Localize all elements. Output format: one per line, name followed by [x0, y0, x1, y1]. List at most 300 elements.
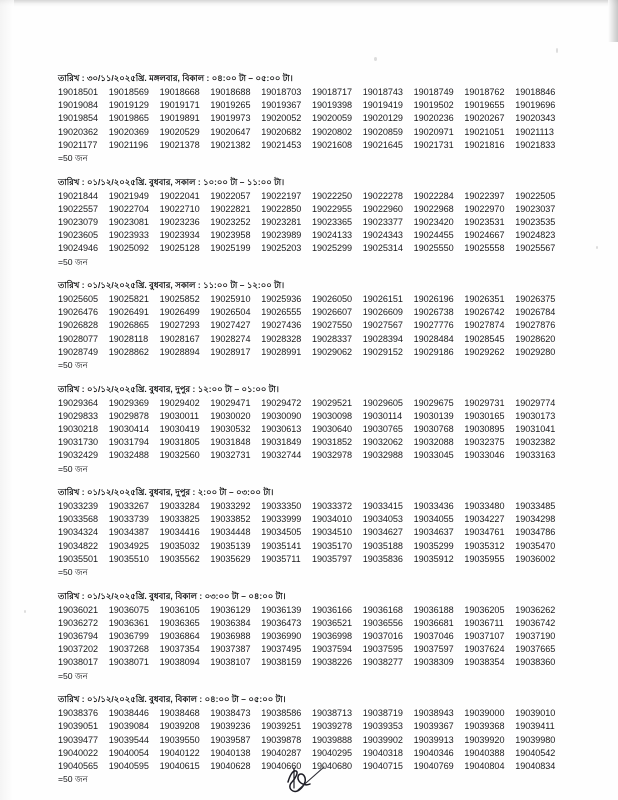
roll-number: 19020971: [413, 126, 454, 137]
roll-number: 19028917: [210, 346, 251, 357]
roll-number: 19036205: [464, 604, 505, 615]
roll-number: 19020682: [261, 126, 302, 137]
roll-number: 19030765: [362, 423, 403, 434]
roll-number: 19029280: [515, 346, 556, 357]
roll-number: 19036521: [311, 617, 353, 628]
schedule-block: [58, 693, 566, 786]
roll-number: 19021453: [261, 139, 302, 150]
roll-number: 19026196: [413, 294, 454, 305]
roll-number: 19019398: [311, 100, 353, 111]
roll-number: 19019502: [413, 100, 454, 111]
roll-number: 19031852: [311, 437, 353, 448]
roll-number: 19023081: [108, 216, 149, 227]
roll-number: 19039920: [464, 734, 505, 745]
roll-number: 19039902: [362, 734, 403, 745]
roll-number: 19033163: [515, 450, 556, 461]
roll-number: 19036262: [515, 604, 556, 615]
roll-number: 19022397: [464, 190, 505, 201]
roll-number: 19028274: [210, 333, 251, 344]
roll-number: 19037354: [159, 644, 200, 655]
roll-number: 19029833: [58, 410, 99, 421]
roll-number: 19037624: [464, 644, 505, 655]
roll-number: 19033739: [108, 514, 149, 525]
scan-edge-shadow-top: [0, 0, 618, 7]
roll-number: 19030011: [159, 410, 199, 421]
roll-number: 19033568: [58, 514, 99, 525]
roll-number: 19036681: [413, 617, 454, 628]
roll-number: 19026784: [515, 307, 556, 318]
roll-number: 19038309: [413, 657, 454, 668]
roll-number: 19030114: [362, 410, 403, 421]
roll-number: 19032062: [362, 437, 403, 448]
roll-number: 19033415: [362, 501, 403, 512]
roll-number: 19040615: [159, 760, 200, 771]
roll-number: 19028077: [58, 333, 99, 344]
roll-number-grid: [58, 397, 566, 463]
roll-number: 19022710: [159, 203, 200, 214]
roll-number: 19038376: [58, 708, 99, 719]
roll-number: 19023934: [159, 230, 200, 241]
roll-number: 19039888: [311, 734, 353, 745]
roll-number: 19036711: [464, 617, 504, 628]
roll-number: 19036105: [159, 604, 200, 615]
roll-number: 19038473: [210, 708, 251, 719]
roll-number: 19036021: [58, 604, 99, 615]
roll-number: 19035299: [413, 540, 454, 551]
roll-number: 19039477: [58, 734, 99, 745]
roll-number: 19029364: [58, 397, 99, 408]
roll-number: 19022850: [261, 203, 302, 214]
roll-number: 19038586: [261, 708, 302, 719]
roll-number: 19018501: [58, 87, 99, 97]
roll-number: 19021051: [464, 126, 505, 137]
roll-number: 19035562: [159, 553, 200, 564]
roll-number: 19026375: [515, 294, 556, 305]
schedule-block: [58, 486, 566, 579]
roll-number: 19038159: [261, 657, 302, 668]
roll-number: 19021645: [362, 139, 403, 150]
schedule-block: [58, 590, 566, 683]
roll-number: 19021382: [210, 139, 251, 150]
roll-number: 19038226: [311, 657, 353, 668]
roll-number: 19023958: [210, 230, 251, 241]
roll-number: 19021113: [515, 126, 554, 137]
roll-number: 19023605: [58, 230, 99, 241]
roll-number: 19037202: [58, 644, 99, 655]
roll-number: 19037107: [464, 630, 505, 641]
roll-number: 19024946: [58, 243, 99, 254]
roll-number-blocks: [58, 72, 566, 797]
roll-number: 19032744: [261, 450, 302, 461]
roll-number: 19038468: [159, 708, 200, 719]
roll-number: 19027567: [362, 320, 403, 331]
roll-number: 19029521: [311, 397, 353, 408]
roll-number: 19038071: [108, 657, 149, 668]
roll-number: 19036794: [58, 630, 99, 641]
roll-number: 19034324: [58, 527, 99, 538]
block-total-count: =50 জন: [58, 360, 88, 371]
roll-number: 19025314: [362, 243, 403, 254]
roll-number: 19020362: [58, 126, 99, 137]
roll-number: 19040295: [311, 747, 353, 758]
roll-number: 19036864: [159, 630, 200, 641]
roll-number: 19032088: [413, 437, 454, 448]
roll-number: 19040287: [261, 747, 302, 758]
roll-number: 19026607: [311, 307, 353, 318]
roll-number: 19018668: [159, 87, 200, 97]
roll-number: 19038719: [362, 708, 403, 719]
block-total-count: =50 জন: [58, 567, 88, 578]
scan-speck: [596, 246, 598, 249]
roll-number: 19040715: [362, 760, 403, 771]
roll-number: 19022821: [210, 203, 251, 214]
roll-number: 19024667: [464, 230, 505, 241]
roll-number: 19022960: [362, 203, 403, 214]
roll-number: 19019419: [362, 100, 403, 111]
roll-number: 19037046: [413, 630, 454, 641]
roll-number: 19038277: [362, 657, 403, 668]
roll-number: 19036002: [515, 553, 556, 564]
scan-speck: [556, 48, 558, 53]
roll-number-grid: [58, 86, 566, 152]
roll-number: 19026738: [413, 307, 454, 318]
roll-number: 19033825: [159, 514, 200, 525]
roll-number: 19033046: [464, 450, 505, 461]
roll-number: 19026151: [362, 294, 403, 305]
roll-number: 19026828: [58, 320, 99, 331]
roll-number: 19023252: [210, 216, 251, 227]
roll-number: 19027876: [515, 320, 556, 331]
roll-number: 19028337: [311, 333, 353, 344]
roll-number-grid: [58, 707, 566, 773]
roll-number: 19031794: [108, 437, 149, 448]
roll-number-grid: [58, 293, 566, 359]
roll-number: 19039587: [210, 734, 251, 745]
roll-number: 19023377: [362, 216, 403, 227]
roll-number: 19020859: [362, 126, 403, 137]
roll-number: 19019265: [210, 100, 251, 111]
roll-number: 19019865: [108, 113, 149, 124]
roll-number: 19032429: [58, 450, 99, 461]
roll-number: 19027550: [311, 320, 353, 331]
roll-number: 19020802: [311, 126, 353, 137]
roll-number: 19032382: [515, 437, 556, 448]
roll-number: 19018717: [311, 87, 353, 97]
roll-number: 19024343: [362, 230, 403, 241]
roll-number: 19029774: [515, 397, 556, 408]
roll-number: 19030414: [108, 423, 149, 434]
roll-number: 19033350: [261, 501, 302, 512]
roll-number-grid: [58, 500, 566, 566]
roll-number: 19026351: [464, 294, 505, 305]
roll-number: 19036075: [108, 604, 149, 615]
roll-number: 19033045: [413, 450, 454, 461]
roll-number: 19022505: [515, 190, 556, 201]
roll-number: 19036361: [108, 617, 149, 628]
roll-number: 19022250: [311, 190, 353, 201]
roll-number: 19036129: [210, 604, 251, 615]
roll-number: 19038107: [210, 657, 251, 668]
roll-number: 19022278: [362, 190, 403, 201]
roll-number: 19030532: [210, 423, 251, 434]
roll-number: 19024823: [515, 230, 556, 241]
roll-number: 19039010: [515, 708, 556, 719]
roll-number: 19039208: [159, 721, 200, 732]
roll-number: 19030768: [413, 423, 454, 434]
roll-number: 19032988: [362, 450, 403, 461]
schedule-block-header: তারিখ : ০১/১২/২০২৫খ্রি. বুধবার, বিকাল : ০৪:০০ টা – ০৫:০০ টা।: [58, 694, 286, 705]
roll-number: 19023989: [261, 230, 302, 241]
roll-number: 19039544: [108, 734, 149, 745]
roll-number: 19028545: [464, 333, 505, 344]
roll-number: 19036799: [108, 630, 149, 641]
roll-number: 19035501: [58, 553, 99, 564]
roll-number: 19040022: [58, 747, 99, 758]
roll-number: 19019084: [58, 100, 99, 111]
roll-number: 19022970: [464, 203, 505, 214]
roll-number: 19021608: [311, 139, 353, 150]
roll-number: 19022955: [311, 203, 353, 214]
roll-number: 19040595: [108, 760, 149, 771]
roll-number: 19028328: [261, 333, 302, 344]
roll-number: 19025558: [464, 243, 505, 254]
roll-number: 19029731: [464, 397, 505, 408]
roll-number: 19029472: [261, 397, 302, 408]
roll-number: 19019655: [464, 100, 505, 111]
roll-number: 19021378: [159, 139, 200, 150]
roll-number: 19040346: [413, 747, 454, 758]
roll-number: 19027776: [413, 320, 454, 331]
block-total-count: =50 জন: [58, 256, 88, 267]
roll-number: 19040122: [159, 747, 200, 758]
roll-number: 19020129: [362, 113, 403, 124]
roll-number: 19023079: [58, 216, 99, 227]
roll-number: 19036742: [515, 617, 556, 628]
roll-number: 19040054: [108, 747, 149, 758]
roll-number: 19028894: [159, 346, 200, 357]
roll-number: 19039084: [108, 721, 149, 732]
roll-number: 19026504: [210, 307, 251, 318]
roll-number: 19037597: [413, 644, 454, 655]
roll-number: 19031848: [210, 437, 251, 448]
roll-number: 19038446: [108, 708, 149, 719]
roll-number: 19025203: [261, 243, 302, 254]
roll-number: 19026476: [58, 307, 99, 318]
roll-number: 19027427: [210, 320, 251, 331]
roll-number: 19032731: [210, 450, 251, 461]
roll-number: 19020529: [159, 126, 200, 137]
roll-number: 19028991: [261, 346, 302, 357]
roll-number: 19034761: [464, 527, 505, 538]
roll-number: 19037190: [515, 630, 556, 641]
roll-number: 19021731: [413, 139, 454, 150]
roll-number: 19033267: [108, 501, 149, 512]
roll-number: 19029402: [159, 397, 200, 408]
roll-number: 19037495: [261, 644, 302, 655]
roll-number: 19025852: [159, 294, 200, 305]
roll-number: 19036998: [311, 630, 353, 641]
roll-number: 19023420: [413, 216, 454, 227]
roll-number: 19035470: [515, 540, 556, 551]
roll-number: 19038094: [159, 657, 200, 668]
roll-number: 19036188: [413, 604, 454, 615]
roll-number: 19036168: [362, 604, 403, 615]
roll-number: 19035170: [311, 540, 353, 551]
roll-number: 19035188: [362, 540, 403, 551]
roll-number: 19036473: [261, 617, 302, 628]
roll-number: 19030419: [159, 423, 200, 434]
roll-number: 19025550: [413, 243, 454, 254]
roll-number: 19028862: [108, 346, 149, 357]
roll-number: 19019854: [58, 113, 99, 124]
block-total-count: =50 জন: [58, 670, 88, 681]
roll-number: 19026609: [362, 307, 403, 318]
roll-number: 19029152: [362, 346, 403, 357]
block-total-count: =50 জন: [58, 463, 88, 474]
roll-number: 19034627: [362, 527, 403, 538]
roll-number: 19026742: [464, 307, 505, 318]
schedule-block-header: তারিখ : ০১/১২/২০২৫খ্রি. বুধবার, সকাল : ১০:০০ টা – ১১:০০ টা।: [58, 176, 285, 187]
roll-number: 19020647: [210, 126, 251, 137]
roll-number: 19027293: [159, 320, 200, 331]
roll-number-grid: [58, 604, 566, 670]
roll-number: 19037268: [108, 644, 149, 655]
roll-number: 19035711: [261, 553, 301, 564]
roll-number: 19036166: [311, 604, 353, 615]
roll-number: 19040138: [210, 747, 251, 758]
roll-number: 19036384: [210, 617, 251, 628]
roll-number: 19033284: [159, 501, 200, 512]
roll-number: 19040680: [311, 760, 353, 771]
roll-number: 19039000: [464, 708, 505, 719]
scan-speck: [374, 57, 377, 61]
block-total-count: =50 জন: [58, 774, 88, 785]
roll-number: 19030139: [413, 410, 454, 421]
roll-number: 19019973: [210, 113, 251, 124]
roll-number: 19036365: [159, 617, 200, 628]
roll-number: 19040318: [362, 747, 403, 758]
roll-number: 19029369: [108, 397, 149, 408]
roll-number: 19026865: [108, 320, 149, 331]
roll-number: 19025128: [159, 243, 200, 254]
roll-number: 19039878: [261, 734, 302, 745]
roll-number: 19030098: [311, 410, 353, 421]
roll-number: 19023037: [515, 203, 556, 214]
roll-number: 19027436: [261, 320, 302, 331]
roll-number: 19030165: [464, 410, 505, 421]
roll-number: 19029605: [362, 397, 403, 408]
roll-number: 19022197: [261, 190, 302, 201]
roll-number: 19025936: [261, 294, 302, 305]
roll-number: 19034227: [464, 514, 505, 525]
roll-number: 19034505: [261, 527, 302, 538]
roll-number: 19033852: [210, 514, 251, 525]
roll-number: 19038943: [413, 708, 454, 719]
roll-number: 19020052: [261, 113, 302, 124]
roll-number: 19039980: [515, 734, 556, 745]
roll-number: 19032488: [108, 450, 149, 461]
roll-number: 19022968: [413, 203, 454, 214]
roll-number: 19034416: [159, 527, 200, 538]
roll-number: 19030090: [261, 410, 302, 421]
roll-number: 19018762: [464, 87, 505, 97]
roll-number: 19035510: [108, 553, 149, 564]
roll-number: 19038017: [58, 657, 99, 668]
roll-number: 19028167: [159, 333, 200, 344]
roll-number: 19039251: [261, 721, 302, 732]
roll-number-grid: [58, 190, 566, 256]
roll-number: 19033292: [210, 501, 251, 512]
roll-number: 19020343: [515, 113, 556, 124]
roll-number: 19026499: [159, 307, 200, 318]
block-total-count: =50 জন: [58, 153, 88, 164]
roll-number: 19025092: [108, 243, 149, 254]
roll-number: 19027874: [464, 320, 505, 331]
roll-number: 19039353: [362, 721, 403, 732]
roll-number: 19039550: [159, 734, 200, 745]
roll-number: 19029471: [210, 397, 251, 408]
roll-number: 19039051: [58, 721, 99, 732]
roll-number: 19036556: [362, 617, 403, 628]
roll-number: 19038354: [464, 657, 505, 668]
roll-number: 19034387: [108, 527, 149, 538]
roll-number: 19025910: [210, 294, 251, 305]
roll-number: 19021844: [58, 190, 99, 201]
roll-number: 19038360: [515, 657, 556, 668]
roll-number: 19021949: [108, 190, 149, 201]
roll-number: 19033999: [261, 514, 302, 525]
schedule-block-header: তারিখ : ০১/১২/২০২৫খ্রি. বুধবার, বিকাল : ০৩:০০ টা – ০৪:০০ টা।: [58, 590, 286, 601]
schedule-block-header: তারিখ : ৩০/১১/২০২৫খ্রি. মঙ্গলবার, বিকাল : ০৪:০০ টা – ০৫:০০ টা।: [58, 73, 293, 83]
roll-number: 19035912: [413, 553, 454, 564]
roll-number: 19029186: [413, 346, 454, 357]
roll-number: 19032560: [159, 450, 200, 461]
roll-number: 19018703: [261, 87, 302, 97]
roll-number: 19024455: [413, 230, 454, 241]
roll-number: 19031730: [58, 437, 99, 448]
roll-number: 19030020: [210, 410, 251, 421]
schedule-block-header: তারিখ : ০১/১২/২০২৫খ্রি. বুধবার, দুপুর : ২:০০ টা – ০৩:০০ টা।: [58, 487, 274, 498]
roll-number: 19019171: [159, 100, 200, 111]
roll-number: 19025821: [108, 294, 149, 305]
roll-number: 19020267: [464, 113, 505, 124]
roll-number: 19022557: [58, 203, 99, 214]
roll-number: 19036988: [210, 630, 251, 641]
roll-number: 19022057: [210, 190, 251, 201]
roll-number: 19023236: [159, 216, 200, 227]
roll-number: 19040542: [515, 747, 556, 758]
schedule-block: [58, 176, 566, 269]
roll-number: 19032375: [464, 437, 505, 448]
roll-number: 19036272: [58, 617, 99, 628]
roll-number: 19037594: [311, 644, 353, 655]
roll-number: 19021196: [108, 139, 149, 150]
roll-number: 19020369: [108, 126, 149, 137]
roll-number: 19028749: [58, 346, 99, 357]
roll-number: 19033436: [413, 501, 454, 512]
roll-number: 19035032: [159, 540, 200, 551]
roll-number: 19021816: [464, 139, 505, 150]
roll-number: 19040834: [515, 760, 556, 771]
roll-number: 19039236: [210, 721, 251, 732]
roll-number: 19022704: [108, 203, 149, 214]
roll-number: 19026555: [261, 307, 302, 318]
roll-number: 19034822: [58, 540, 99, 551]
schedule-block: [58, 72, 566, 165]
roll-number: 19028394: [362, 333, 403, 344]
roll-number: 19040388: [464, 747, 505, 758]
roll-number: 19030173: [515, 410, 556, 421]
